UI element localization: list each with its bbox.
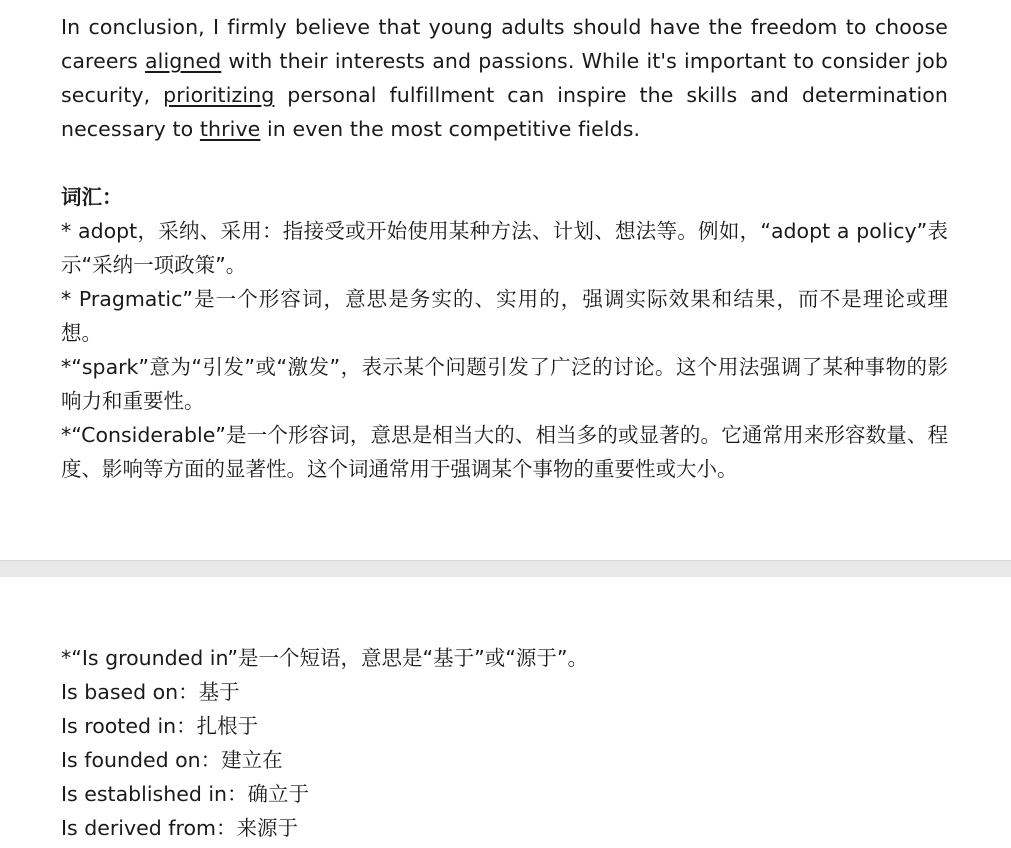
vocab-item-pragmatic: * Pragmatic”是一个形容词，意思是务实的、实用的，强调实际效果和结果，而不是理论或理想。 (61, 287, 948, 345)
conclusion-text-4: in even the most competitive fields. (260, 117, 641, 141)
synonym-founded-on: Is founded on：建立在 (61, 748, 283, 772)
conclusion-text-1: In conclusion, I firmly believe that young adults should have the freedom to choose careers (61, 15, 948, 73)
underlined-word-thrive: thrive (199, 117, 261, 141)
vocab-heading: 词汇： (61, 185, 123, 209)
blank-line (61, 146, 948, 180)
page-1-content (61, 10, 948, 486)
page-separator (0, 560, 1011, 577)
synonym-established-in: Is established in：确立于 (61, 782, 310, 806)
synonym-rooted-in: Is rooted in：扎根于 (61, 714, 259, 738)
vocab-item-adopt: * adopt，采纳、采用：指接受或开始使用某种方法、计划、想法等。例如，“adopt a policy”表示“采纳一项政策”。 (61, 219, 948, 277)
conclusion-text-3: personal fulfillment can inspire the skills and determination necessary to (61, 83, 948, 141)
vocab-item-considerable: *“Considerable”是一个形容词，意思是相当大的、相当多的或显著的。它通常用来形容数量、程度、影响等方面的显著性。这个词通常用于强调某个事物的重要性或大小。 (61, 423, 948, 481)
underlined-word-prioritizing: prioritizing (163, 83, 275, 107)
page-2-content (61, 641, 948, 845)
synonym-based-on: Is based on：基于 (61, 680, 240, 704)
document-page-2 (0, 577, 1011, 848)
phrase-grounded-in: *“Is grounded in”是一个短语，意思是“基于”或“源于”。 (61, 646, 588, 670)
vocab-item-spark: *“spark”意为“引发”或“激发”，表示某个问题引发了广泛的讨论。这个用法强调了某种事物的影响力和重要性。 (61, 355, 948, 413)
synonym-derived-from: Is derived from：来源于 (61, 816, 298, 840)
conclusion-paragraph (61, 10, 948, 146)
underlined-word-aligned: aligned (144, 49, 222, 73)
conclusion-text-2: with their interests and passions. While it's important to consider job security, (61, 49, 948, 107)
